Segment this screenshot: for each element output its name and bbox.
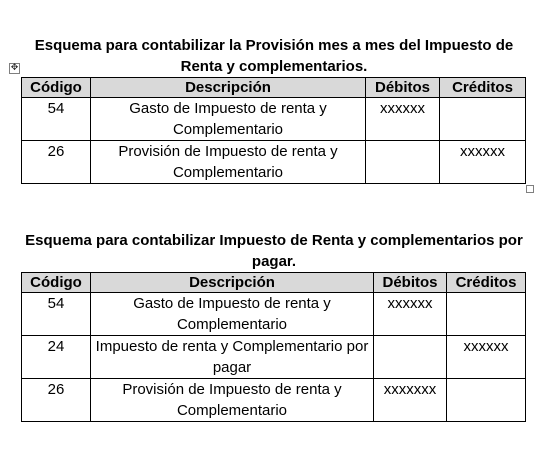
header-debitos: Débitos <box>366 78 440 98</box>
header-codigo: Código <box>22 78 91 98</box>
cell-debit <box>374 336 447 379</box>
cell-description: Gasto de Impuesto de renta y Complementario <box>91 293 374 336</box>
table-row <box>22 141 526 184</box>
header-descripcion: Descripción <box>91 273 374 293</box>
cell-description: Provisión de Impuesto de renta y Complementario <box>91 379 374 422</box>
cell-credit: xxxxxx <box>447 336 526 379</box>
cell-credit <box>447 293 526 336</box>
payable-table <box>21 272 526 422</box>
table-move-handle-icon[interactable]: ✥ <box>10 63 19 73</box>
cell-description: Impuesto de renta y Complementario por pagar <box>91 336 374 379</box>
table-header-row <box>22 78 526 98</box>
cell-code: 24 <box>22 336 91 379</box>
cell-description: Provisión de Impuesto de renta y Complementario <box>91 141 366 184</box>
header-descripcion: Descripción <box>91 78 366 98</box>
cell-debit: xxxxxx <box>366 98 440 141</box>
header-debitos: Débitos <box>374 273 447 293</box>
cell-credit <box>447 379 526 422</box>
table-resize-handle-icon[interactable] <box>526 185 534 193</box>
cell-code: 54 <box>22 293 91 336</box>
table-row <box>22 98 526 141</box>
table-header-row <box>22 273 526 293</box>
cell-code: 26 <box>22 379 91 422</box>
cell-debit: xxxxxx <box>374 293 447 336</box>
header-creditos: Créditos <box>447 273 526 293</box>
cell-code: 54 <box>22 98 91 141</box>
cell-credit <box>440 98 526 141</box>
section1-title: Esquema para contabilizar la Provisión mes a mes del Impuesto de Renta y complementarios. <box>34 37 514 75</box>
cell-debit <box>366 141 440 184</box>
cell-credit: xxxxxx <box>440 141 526 184</box>
section2-title: Esquema para contabilizar Impuesto de Renta y complementarios por pagar. <box>25 232 523 270</box>
table-row <box>22 379 526 422</box>
table-row <box>22 336 526 379</box>
cell-code: 26 <box>22 141 91 184</box>
provision-table <box>21 77 526 184</box>
table-row <box>22 293 526 336</box>
header-creditos: Créditos <box>440 78 526 98</box>
cell-debit: xxxxxxx <box>374 379 447 422</box>
cell-description: Gasto de Impuesto de renta y Complementario <box>91 98 366 141</box>
header-codigo: Código <box>22 273 91 293</box>
